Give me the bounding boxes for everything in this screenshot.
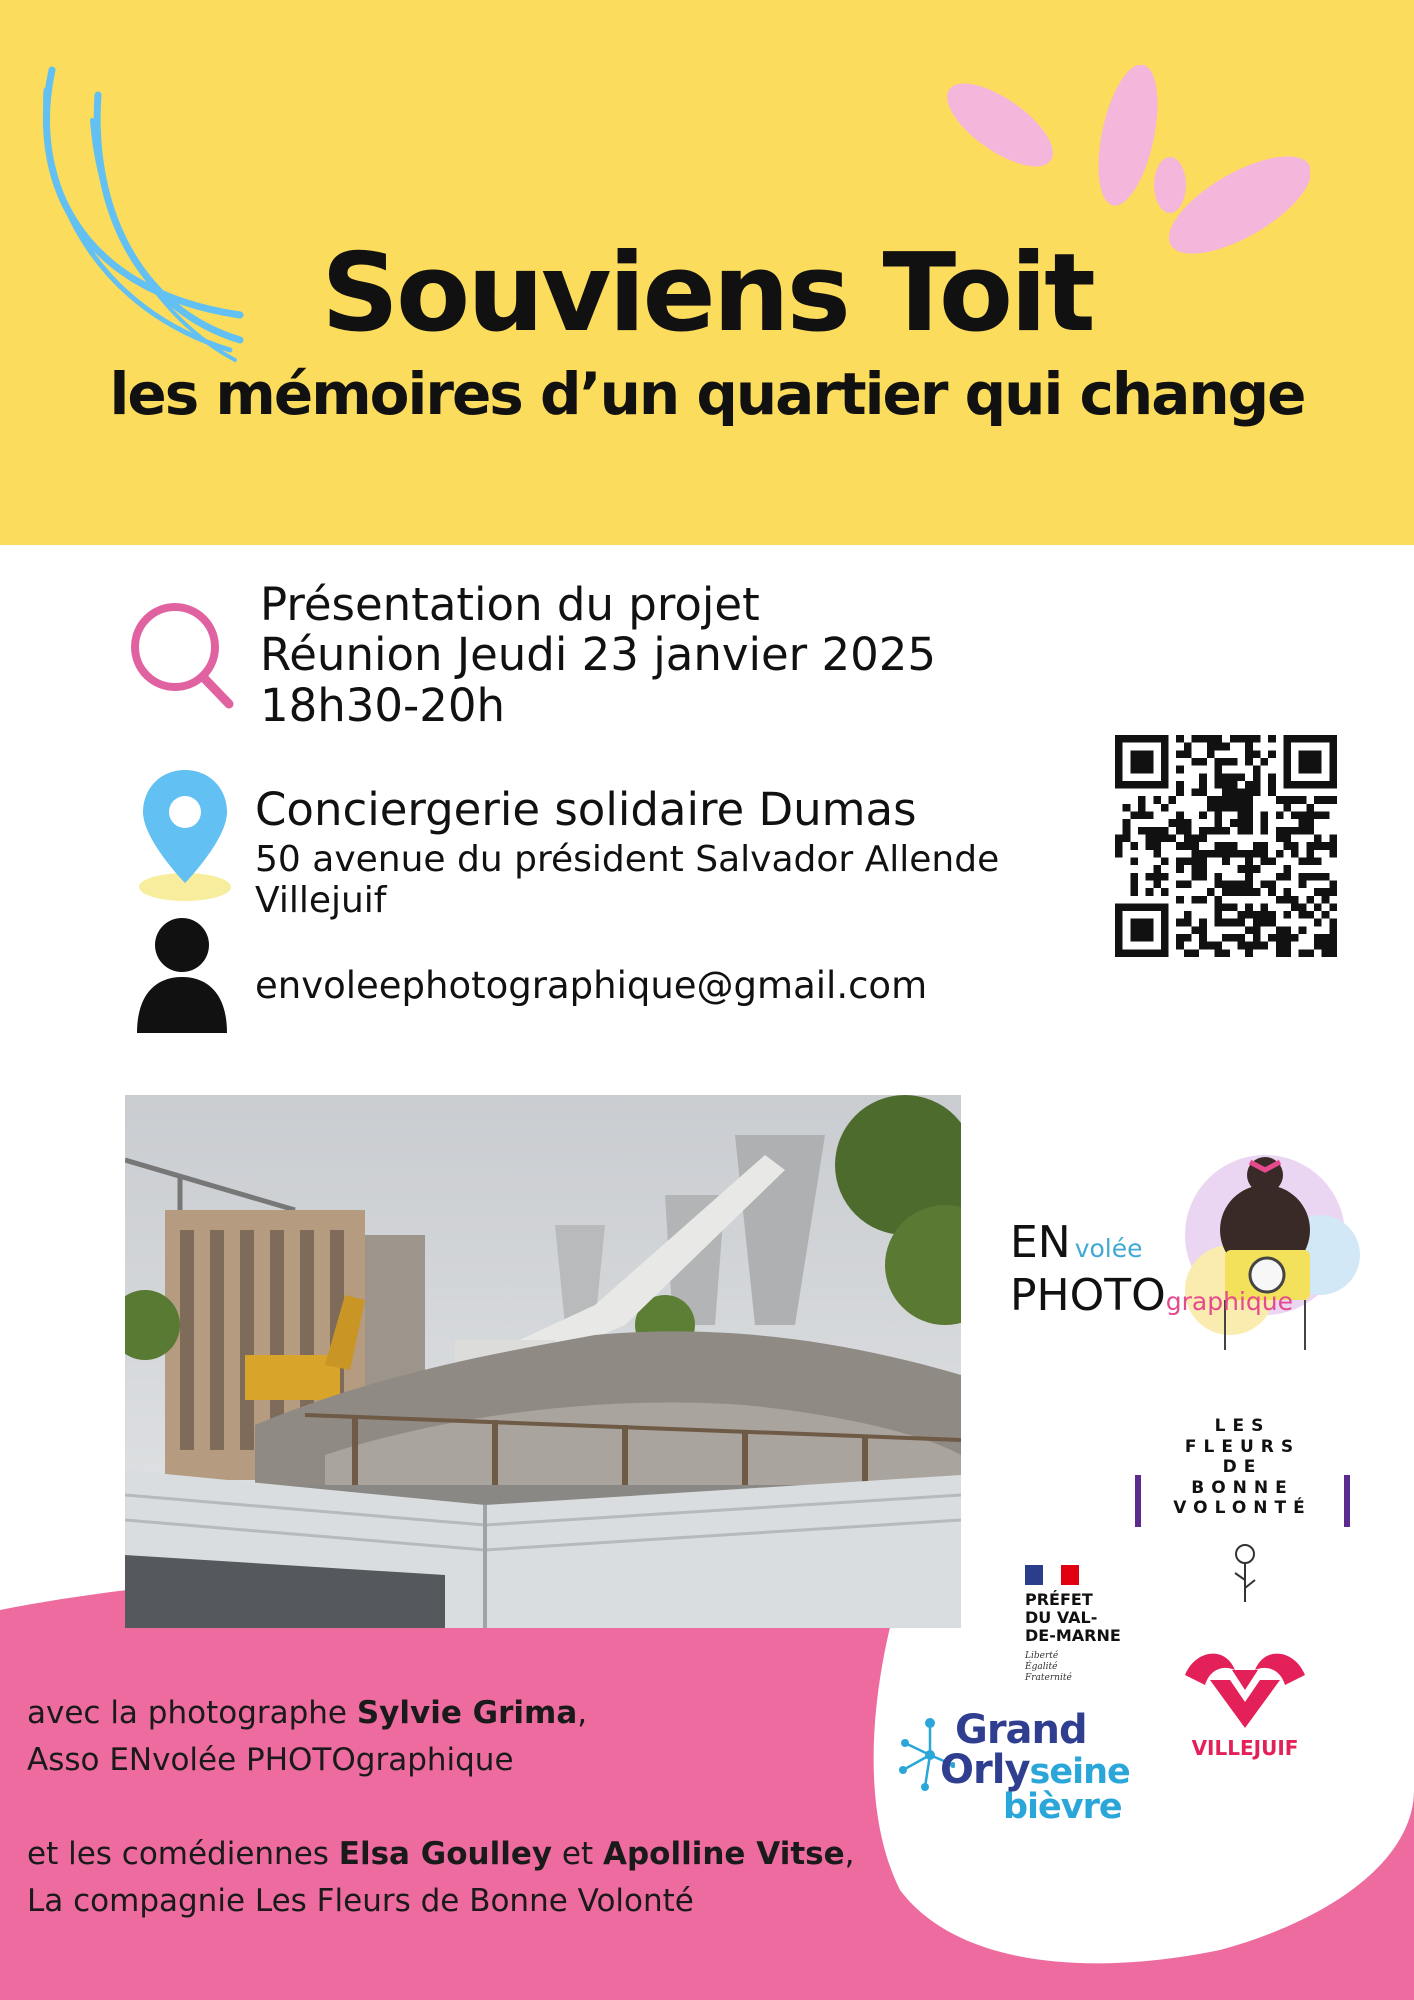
location-pin-icon	[135, 765, 235, 905]
credits-text: ,	[577, 1695, 588, 1731]
event-title: Présentation du projet	[260, 578, 760, 631]
logo-bievre: bièvre	[1003, 1787, 1122, 1827]
credits-text: et	[552, 1836, 603, 1872]
photographer-name: Sylvie Grima	[356, 1695, 578, 1731]
prefet-motto-2: Égalité	[1025, 1662, 1058, 1672]
venue-name: Conciergerie solidaire Dumas	[255, 783, 917, 836]
fleurs-line-3: DE	[1222, 1457, 1263, 1477]
person-icon	[135, 915, 230, 1035]
grand-orly-seine-bievre-logo	[895, 1705, 1165, 1835]
villejuif-logo	[1180, 1640, 1310, 1770]
contact-email[interactable]: envoleephotographique@gmail.com	[255, 964, 928, 1007]
credits-text: et les comédiennes	[27, 1836, 339, 1872]
villejuif-emblem-icon	[1180, 1640, 1310, 1730]
logo-photo: PHOTO	[1010, 1270, 1166, 1321]
logo-orly: Orly	[940, 1747, 1030, 1793]
logo-graphique: graphique	[1165, 1287, 1293, 1316]
spacer	[27, 1784, 854, 1831]
credits-association: Asso ENvolée PHOTOgraphique	[27, 1742, 514, 1778]
actress-name: Elsa Goulley	[338, 1836, 553, 1872]
logo-en: EN	[1010, 1217, 1071, 1268]
page-subtitle: les mémoires d’un quartier qui change	[109, 360, 1305, 428]
fleurs-line-5: VOLONTÉ	[1173, 1498, 1312, 1518]
villejuif-label: VILLEJUIF	[1191, 1736, 1299, 1760]
prefet-val-de-marne-logo	[1025, 1565, 1155, 1695]
credits-text: ,	[844, 1836, 855, 1872]
venue-city: Villejuif	[255, 879, 387, 921]
prefet-motto-1: Liberté	[1025, 1651, 1059, 1661]
event-date: Réunion Jeudi 23 janvier 2025	[260, 628, 936, 682]
prefet-line-3: DE-MARNE	[1025, 1626, 1121, 1645]
fleurs-line-4: BONNE	[1191, 1477, 1294, 1498]
credits-company: La compagnie Les Fleurs de Bonne Volonté	[27, 1883, 694, 1919]
fleurs-line-1: LES	[1214, 1416, 1271, 1436]
fleurs-line-2: FLEURS	[1184, 1436, 1301, 1457]
logo-grand: Grand	[955, 1707, 1087, 1753]
logo-volee: volée	[1074, 1234, 1143, 1263]
logo-seine: seine	[1029, 1752, 1130, 1792]
credits-block	[27, 1690, 854, 1925]
girl-camera-illustration	[1155, 1140, 1365, 1355]
prefet-motto-3: Fraternité	[1025, 1673, 1072, 1683]
credits-photographer	[27, 1690, 854, 1737]
prefet-line-2: DU VAL-	[1025, 1608, 1098, 1627]
prefet-line-1: PRÉFET	[1025, 1590, 1093, 1609]
event-time: 18h30-20h	[260, 678, 506, 732]
magnifier-icon	[125, 600, 235, 715]
envolee-photographique-logo	[1005, 1140, 1365, 1355]
les-fleurs-de-bonne-volonte-logo	[1135, 1410, 1350, 1610]
qr-code[interactable]	[1115, 735, 1337, 957]
credits-text: avec la photographe	[27, 1695, 357, 1731]
demolition-photo	[125, 1095, 961, 1628]
venue-street: 50 avenue du président Salvador Allende	[255, 839, 1000, 880]
flower-icon	[1225, 1540, 1265, 1605]
marianne-flag-icon	[1025, 1565, 1081, 1585]
event-details	[260, 580, 936, 731]
page-title: Souviens Toit	[321, 231, 1093, 356]
venue-address	[255, 840, 999, 921]
actress-name: Apolline Vitse	[603, 1836, 845, 1872]
credits-actresses	[27, 1831, 854, 1878]
